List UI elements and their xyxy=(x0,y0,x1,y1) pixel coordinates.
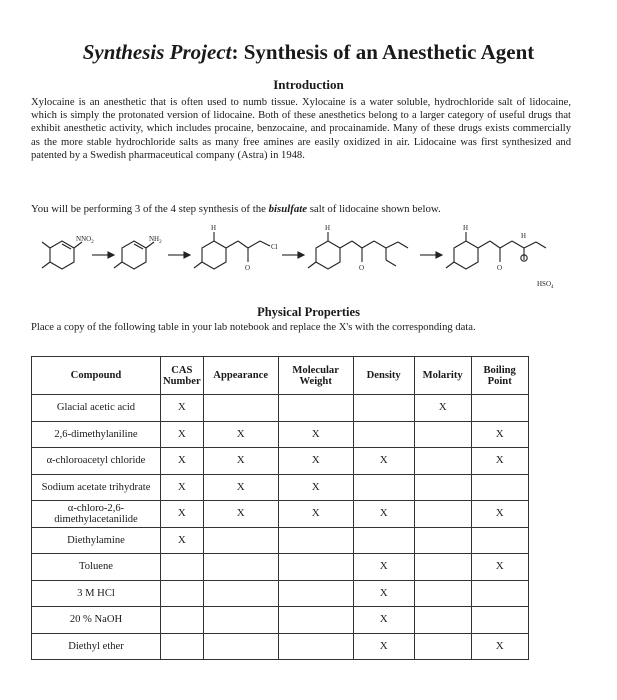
table-cell xyxy=(203,395,278,422)
table-cell xyxy=(471,527,528,554)
table-cell xyxy=(203,527,278,554)
table-cell: X xyxy=(161,527,204,554)
table-cell: X xyxy=(161,395,204,422)
table-row xyxy=(32,448,529,475)
table-cell: X xyxy=(471,554,528,581)
table-row xyxy=(32,554,529,581)
physical-properties-table xyxy=(31,356,529,660)
table-cell: X xyxy=(278,501,353,528)
introduction-paragraph: Xylocaine is an anesthetic that is often used to numb tissue. Xylocaine is a water soluble, hydrochloride salt of lidocaine, which is simply the protonated version of lidocaine. Both of these anesthetics belong to a larger category of useful drugs that exhibit anesthetic activity, which includes procaine, benzocaine, and procainamide. Many of these drugs exists commercially as the more stable hydrochloride salts as many free amines are easily oxidized in air. Lidocaine was first synthesized and patented by a Swedish pharmaceutical company (Astra) in 1948. xyxy=(31,97,571,161)
task-sentence: You will be performing 3 of the 4 step synthesis of the bisulfate salt of lidocaine shown below. xyxy=(31,203,441,215)
table-cell xyxy=(414,421,471,448)
compound-cell: 2,6-dimethylaniline xyxy=(32,421,161,448)
table-cell: X xyxy=(353,554,414,581)
table-cell: X xyxy=(353,607,414,634)
table-row xyxy=(32,501,529,528)
compound-cell: 3 M HCl xyxy=(32,580,161,607)
table-cell xyxy=(203,554,278,581)
table-cell: X xyxy=(414,395,471,422)
compound-cell: α-chloro-2,6-dimethylacetanilide xyxy=(32,501,161,528)
nitro-label: $NNO_2$ xyxy=(76,235,94,245)
table-cell xyxy=(161,633,204,660)
table-cell xyxy=(414,580,471,607)
table-row xyxy=(32,474,529,501)
table-cell: X xyxy=(353,501,414,528)
table-cell xyxy=(161,607,204,634)
reaction-scheme xyxy=(40,218,600,293)
table-cell xyxy=(203,633,278,660)
table-cell: X xyxy=(161,474,204,501)
table-cell xyxy=(353,395,414,422)
header-appearance: Appearance xyxy=(203,357,278,395)
table-cell xyxy=(414,527,471,554)
table-cell: X xyxy=(203,421,278,448)
compound-cell: 20 % NaOH xyxy=(32,607,161,634)
table-cell: X xyxy=(278,474,353,501)
compound-cell: Glacial acetic acid xyxy=(32,395,161,422)
carbonyl-label-3: O xyxy=(497,264,503,272)
table-cell xyxy=(471,580,528,607)
header-molecular-weight: Molecular Weight xyxy=(278,357,353,395)
table-cell xyxy=(278,633,353,660)
carbonyl-label-2: O xyxy=(359,264,365,272)
table-cell: X xyxy=(203,501,278,528)
table-row xyxy=(32,421,529,448)
table-row xyxy=(32,527,529,554)
table-cell xyxy=(414,607,471,634)
table-cell: X xyxy=(353,633,414,660)
introduction-heading: Introduction xyxy=(273,77,344,92)
nitro-molecule xyxy=(42,241,82,269)
table-cell xyxy=(471,607,528,634)
header-density: Density xyxy=(353,357,414,395)
table-cell xyxy=(353,421,414,448)
table-cell: X xyxy=(278,448,353,475)
compound-cell: Sodium acetate trihydrate xyxy=(32,474,161,501)
table-cell xyxy=(471,395,528,422)
table-cell xyxy=(414,448,471,475)
table-row xyxy=(32,607,529,634)
table-cell xyxy=(278,580,353,607)
carbonyl-label-1: O xyxy=(245,264,251,272)
ammonium-h-label: H xyxy=(521,232,527,240)
table-instruction: Place a copy of the following table in your lab notebook and replace the X's with the corresponding data. xyxy=(31,322,476,333)
compound-cell: Toluene xyxy=(32,554,161,581)
header-boiling-point: Boiling Point xyxy=(471,357,528,395)
table-cell xyxy=(278,527,353,554)
header-cas: CAS Number xyxy=(161,357,204,395)
table-row xyxy=(32,580,529,607)
table-cell: X xyxy=(161,448,204,475)
table-row xyxy=(32,395,529,422)
nh-label-3: H xyxy=(463,224,469,232)
table-cell xyxy=(414,633,471,660)
table-cell xyxy=(278,395,353,422)
table-cell xyxy=(414,501,471,528)
table-cell xyxy=(414,554,471,581)
nh-label-2: H xyxy=(325,224,331,232)
table-cell: X xyxy=(353,448,414,475)
amine-label: $NH_2$ xyxy=(149,235,162,245)
table-row xyxy=(32,633,529,660)
nh-label-1: H xyxy=(211,224,217,232)
bisulfate-label: $HSO_4$ xyxy=(537,280,554,290)
table-cell: X xyxy=(471,501,528,528)
chloride-label: Cl xyxy=(271,243,278,251)
page-title: Synthesis Project: Synthesis of an Anesthetic Agent xyxy=(82,40,535,64)
table-cell: X xyxy=(203,474,278,501)
compound-cell: Diethylamine xyxy=(32,527,161,554)
table-cell: X xyxy=(203,448,278,475)
table-cell xyxy=(278,607,353,634)
compound-cell: α-chloroacetyl chloride xyxy=(32,448,161,475)
table-cell: X xyxy=(161,501,204,528)
table-cell xyxy=(353,474,414,501)
compound-cell: Diethyl ether xyxy=(32,633,161,660)
table-cell xyxy=(161,580,204,607)
table-cell xyxy=(414,474,471,501)
table-cell xyxy=(161,554,204,581)
table-cell: X xyxy=(471,448,528,475)
header-compound: Compound xyxy=(32,357,161,395)
table-cell: X xyxy=(278,421,353,448)
table-cell: X xyxy=(353,580,414,607)
table-cell: X xyxy=(471,633,528,660)
physical-properties-heading: Physical Properties xyxy=(257,305,360,319)
table-cell xyxy=(471,474,528,501)
table-cell xyxy=(353,527,414,554)
table-header-row xyxy=(32,357,529,395)
header-molarity: Molarity xyxy=(414,357,471,395)
table-cell xyxy=(278,554,353,581)
table-cell: X xyxy=(471,421,528,448)
table-cell: X xyxy=(161,421,204,448)
table-cell xyxy=(203,580,278,607)
table-cell xyxy=(203,607,278,634)
